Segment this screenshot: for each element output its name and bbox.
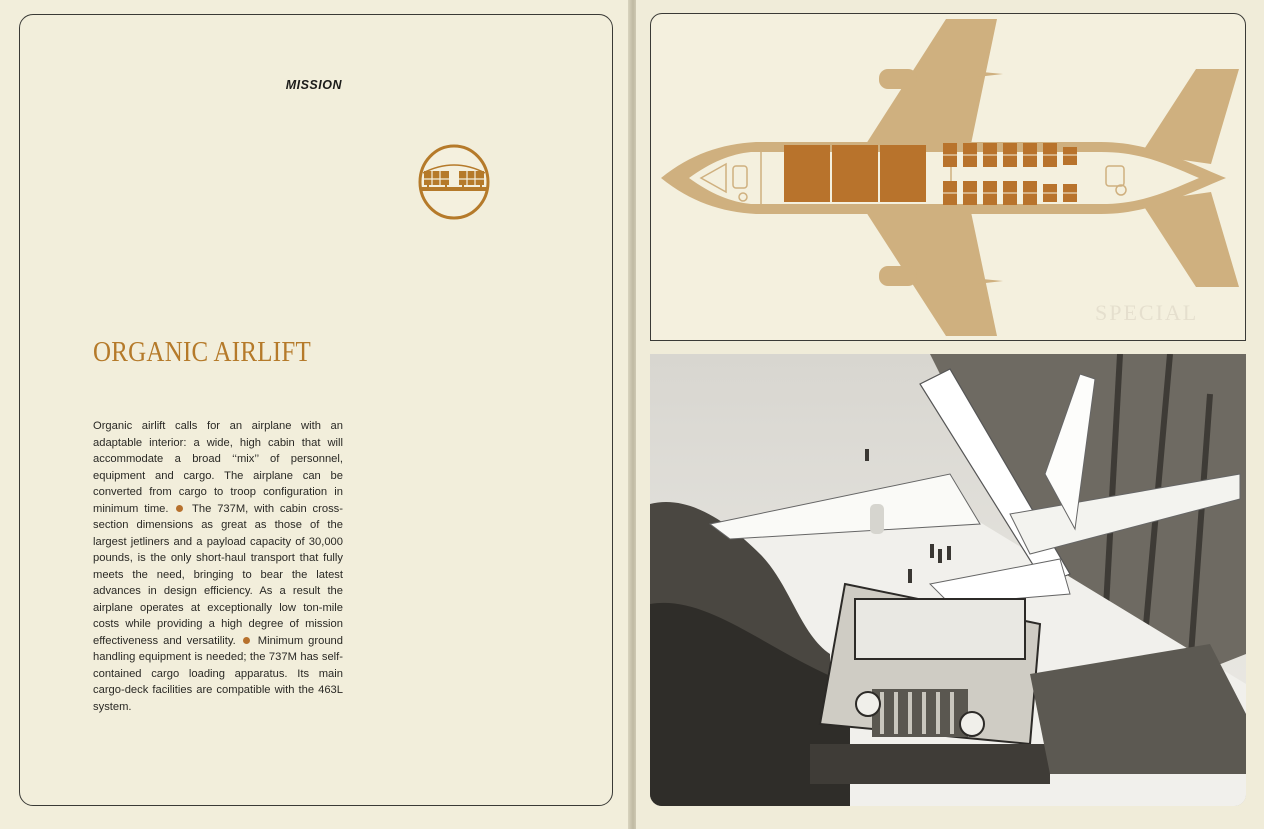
airplane-floor-plan-panel (650, 13, 1246, 341)
body-paragraph (93, 418, 343, 715)
airplane-floor-plan-icon (651, 14, 1246, 341)
body-text-part-1: Organic airlift calls for an airplane with an adaptable interior: a wide, high cabin that will accommodate a broad ‘‘mix’’ of personnel, equipment and cargo. The airplane can be converted from cargo to troop configuration in minimum time. (93, 420, 343, 515)
illustration-drawing (650, 354, 1246, 806)
section-label: MISSION (285, 78, 342, 92)
body-text-part-2: The 737M, with cabin cross-section dimensions as great as those of the largest jetliners and a payload capacity of 30,000 pounds, is the only short-haul transport that fully meets the need, bringing to bear the latest advances in design efficiency. As a result the airplane operates at exceptionally low ton-mile costs while providing a high degree of mission effectiveness and versatility. (93, 502, 343, 647)
bullet-dot-icon (176, 505, 183, 512)
airlift-scene-illustration (650, 354, 1246, 806)
bullet-dot-icon (243, 637, 250, 644)
body-text-part-3: Minimum ground handling equipment is needed; the 737M has self-contained cargo loading apparatus. Its main cargo-deck facilities are compatible with the 463L system. (93, 634, 343, 713)
page-title: ORGANIC AIRLIFT (93, 336, 311, 368)
cabin-cross-section-icon (417, 143, 491, 221)
show-through-text: SPECIAL (1095, 300, 1199, 325)
